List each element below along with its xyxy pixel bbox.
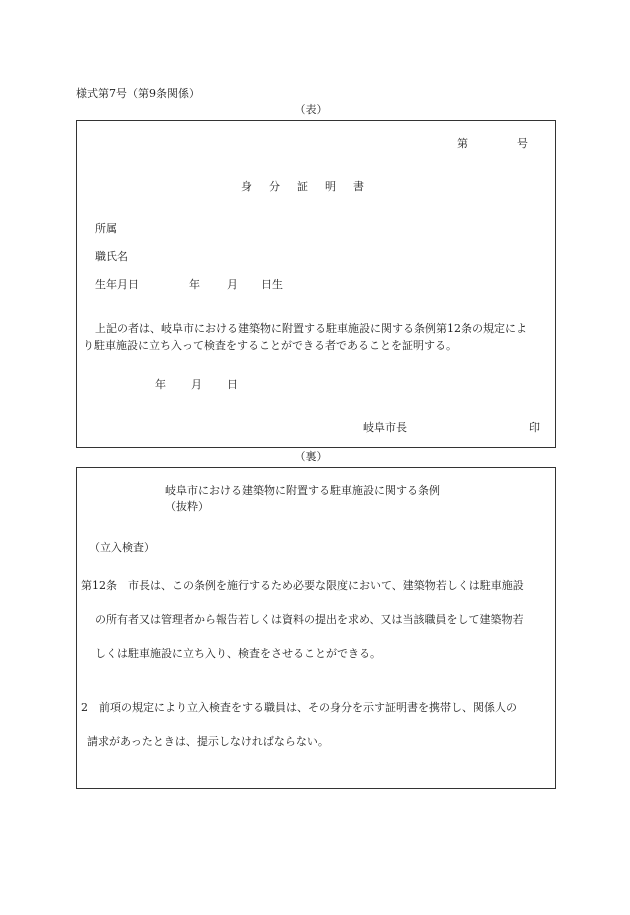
card-title: 身分証明書 <box>241 180 381 193</box>
affiliation-label: 所属 <box>95 222 117 235</box>
birth-month: 月 <box>227 278 238 291</box>
ordinance-title: 岐阜市における建築物に附置する駐車施設に関する条例 <box>165 484 440 497</box>
birthdate-label: 生年月日 <box>95 278 139 291</box>
birth-day: 日生 <box>261 278 283 291</box>
issue-year: 年 <box>155 378 166 391</box>
number-go: 号 <box>517 137 528 150</box>
article-line-3: しくは駐車施設に立ち入り、検査をさせることができる。 <box>95 647 381 660</box>
front-card <box>76 120 556 448</box>
article-line-1: 第12条 市長は、この条例を施行するため必要な限度において、建築物若しくは駐車施設 <box>81 579 524 592</box>
paragraph-2-line-1: 2 前項の規定により立入検査をする職員は、その身分を示す証明書を携帯し、関係人の <box>81 701 517 714</box>
section-heading: （立入検査） <box>89 541 155 554</box>
article-line-2: の所有者又は管理者から報告若しくは資料の提出を求め、又は当該職員をして建築物若 <box>95 613 524 626</box>
certification-line-2: り駐車施設に立ち入って検査をすることができる者であることを証明する。 <box>83 339 457 352</box>
mayor-label: 岐阜市長 <box>363 421 407 434</box>
issue-day: 日 <box>227 378 238 391</box>
name-label: 職氏名 <box>95 250 128 263</box>
back-card <box>76 467 556 789</box>
certification-line-1: 上記の者は、岐阜市における建築物に附置する駐車施設に関する条例第12条の規定によ <box>95 322 527 335</box>
back-side-label: （裏） <box>294 450 328 463</box>
seal-label: 印 <box>529 421 540 434</box>
front-side-label: （表） <box>294 103 328 116</box>
number-dai: 第 <box>457 137 468 150</box>
birth-year: 年 <box>189 278 200 291</box>
excerpt-label: （抜粋） <box>165 500 209 513</box>
paragraph-2-line-2: 請求があったときは、提示しなければならない。 <box>87 735 329 748</box>
issue-month: 月 <box>191 378 202 391</box>
form-number-label: 様式第7号（第9条関係） <box>76 87 200 100</box>
